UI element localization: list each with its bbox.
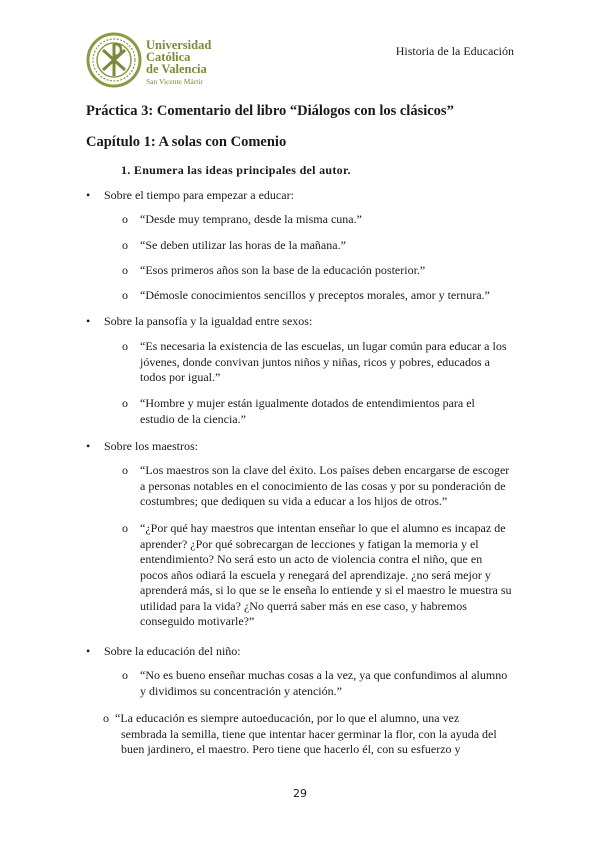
sub-bullet-icon: o — [103, 711, 109, 725]
header-section-title: Historia de la Educación — [395, 44, 514, 58]
sub-item — [122, 396, 512, 427]
sub-item — [122, 238, 512, 254]
quote-text-first-line: “La educación es siempre autoeducación, por lo que el alumno, una vez — [115, 711, 460, 725]
sub-bullet-icon: o — [122, 521, 128, 535]
quote-text: “Hombre y mujer están igualmente dotados de entendimientos para el estudio de la ciencia.” — [140, 396, 475, 426]
quote-text: “Démosle conocimientos sencillos y preceptos morales, amor y ternura.” — [140, 288, 490, 302]
sub-item — [122, 339, 512, 386]
bullet-icon: • — [86, 188, 91, 202]
bullet-item — [86, 188, 294, 203]
logo-subline: San Vicente Mártir — [146, 77, 203, 86]
quote-text: “No es bueno enseñar muchas cosas a la vez, ya que confundimos al alumno y dividimos su concentración y atención.” — [140, 668, 508, 698]
sub-item — [122, 212, 512, 228]
quote-text: “Desde muy temprano, desde la misma cuna.” — [140, 212, 362, 226]
sub-item — [122, 668, 512, 699]
quote-text: “¿Por qué hay maestros que intentan enseñar lo que el alumno es incapaz de aprender? ¿Por qué sobrecargan de lecciones y fatigan la memoria y el entendimiento? No será esto un acto de violencia contra el niño, que en pocos años odiará la escuela y renegará del aprendizaje. ¿no será mejor y aprenderá más, si lo que se le enseña lo entiende y si el maestro le muestra su utilidad para la vida? ¿No querrá saber más en ese caso, y habremos conseguido motivarle?” — [140, 521, 512, 628]
section-heading: Sobre la educación del niño: — [104, 644, 241, 658]
quote-text: “Los maestros son la clave del éxito. Los países deben encargarse de escoger a personas notables en el conocimiento de las cosas y por su ponderación de costumbres; que dediquen su vida a educar a los hijos de otros.” — [140, 463, 510, 508]
sub-item — [122, 521, 512, 630]
bullet-item — [86, 439, 198, 454]
bullet-icon: • — [86, 644, 91, 658]
logo-name-line2: Católica — [146, 50, 191, 64]
sub-bullet-icon: o — [122, 463, 128, 477]
page-number: 29 — [293, 787, 307, 800]
sub-bullet-icon: o — [122, 263, 128, 277]
section-heading: Sobre los maestros: — [104, 439, 198, 453]
logo-name-line1: Universidad — [146, 38, 212, 52]
sub-bullet-icon: o — [122, 396, 128, 410]
quote-text: “Se deben utilizar las horas de la mañana.” — [140, 238, 346, 252]
logo-text — [146, 39, 211, 88]
sub-item — [122, 463, 512, 510]
sub-item — [103, 711, 515, 758]
bullet-item — [86, 644, 241, 659]
sub-bullet-icon: o — [122, 668, 128, 682]
university-logo — [86, 30, 236, 90]
section-heading: Sobre la pansofía y la igualdad entre sexos: — [104, 314, 313, 328]
quote-text-continued: sembrada la semilla, tiene que intentar hacer germinar la flor, con la ayuda del buen jardinero, el maestro. Pero tiene que hacerlo él, con su esfuerzo y — [121, 726, 497, 756]
bullet-icon: • — [86, 439, 91, 453]
page-title: Práctica 3: Comentario del libro “Diálogos con los clásicos” — [86, 103, 454, 119]
bullet-item — [86, 314, 312, 329]
quote-text: “Es necesaria la existencia de las escuelas, un lugar común para educar a los jóvenes, donde convivan juntos niños y niñas, ricos y pobres, educados a todos por igual.” — [140, 339, 507, 384]
section-heading: Sobre el tiempo para empezar a educar: — [104, 188, 294, 202]
chapter-heading: Capítulo 1: A solas con Comenio — [86, 134, 287, 150]
sub-item — [122, 263, 512, 279]
sub-bullet-icon: o — [122, 288, 128, 302]
logo-name-line3: de Valencia — [146, 62, 207, 76]
sub-bullet-icon: o — [122, 339, 128, 353]
sub-bullet-icon: o — [122, 212, 128, 226]
question-heading: 1. Enumera las ideas principales del autor. — [121, 163, 351, 177]
bullet-icon: • — [86, 314, 91, 328]
sub-bullet-icon: o — [122, 238, 128, 252]
university-seal-icon — [86, 32, 142, 88]
sub-item — [122, 288, 512, 304]
quote-text: “Esos primeros años son la base de la educación posterior.” — [140, 263, 426, 277]
